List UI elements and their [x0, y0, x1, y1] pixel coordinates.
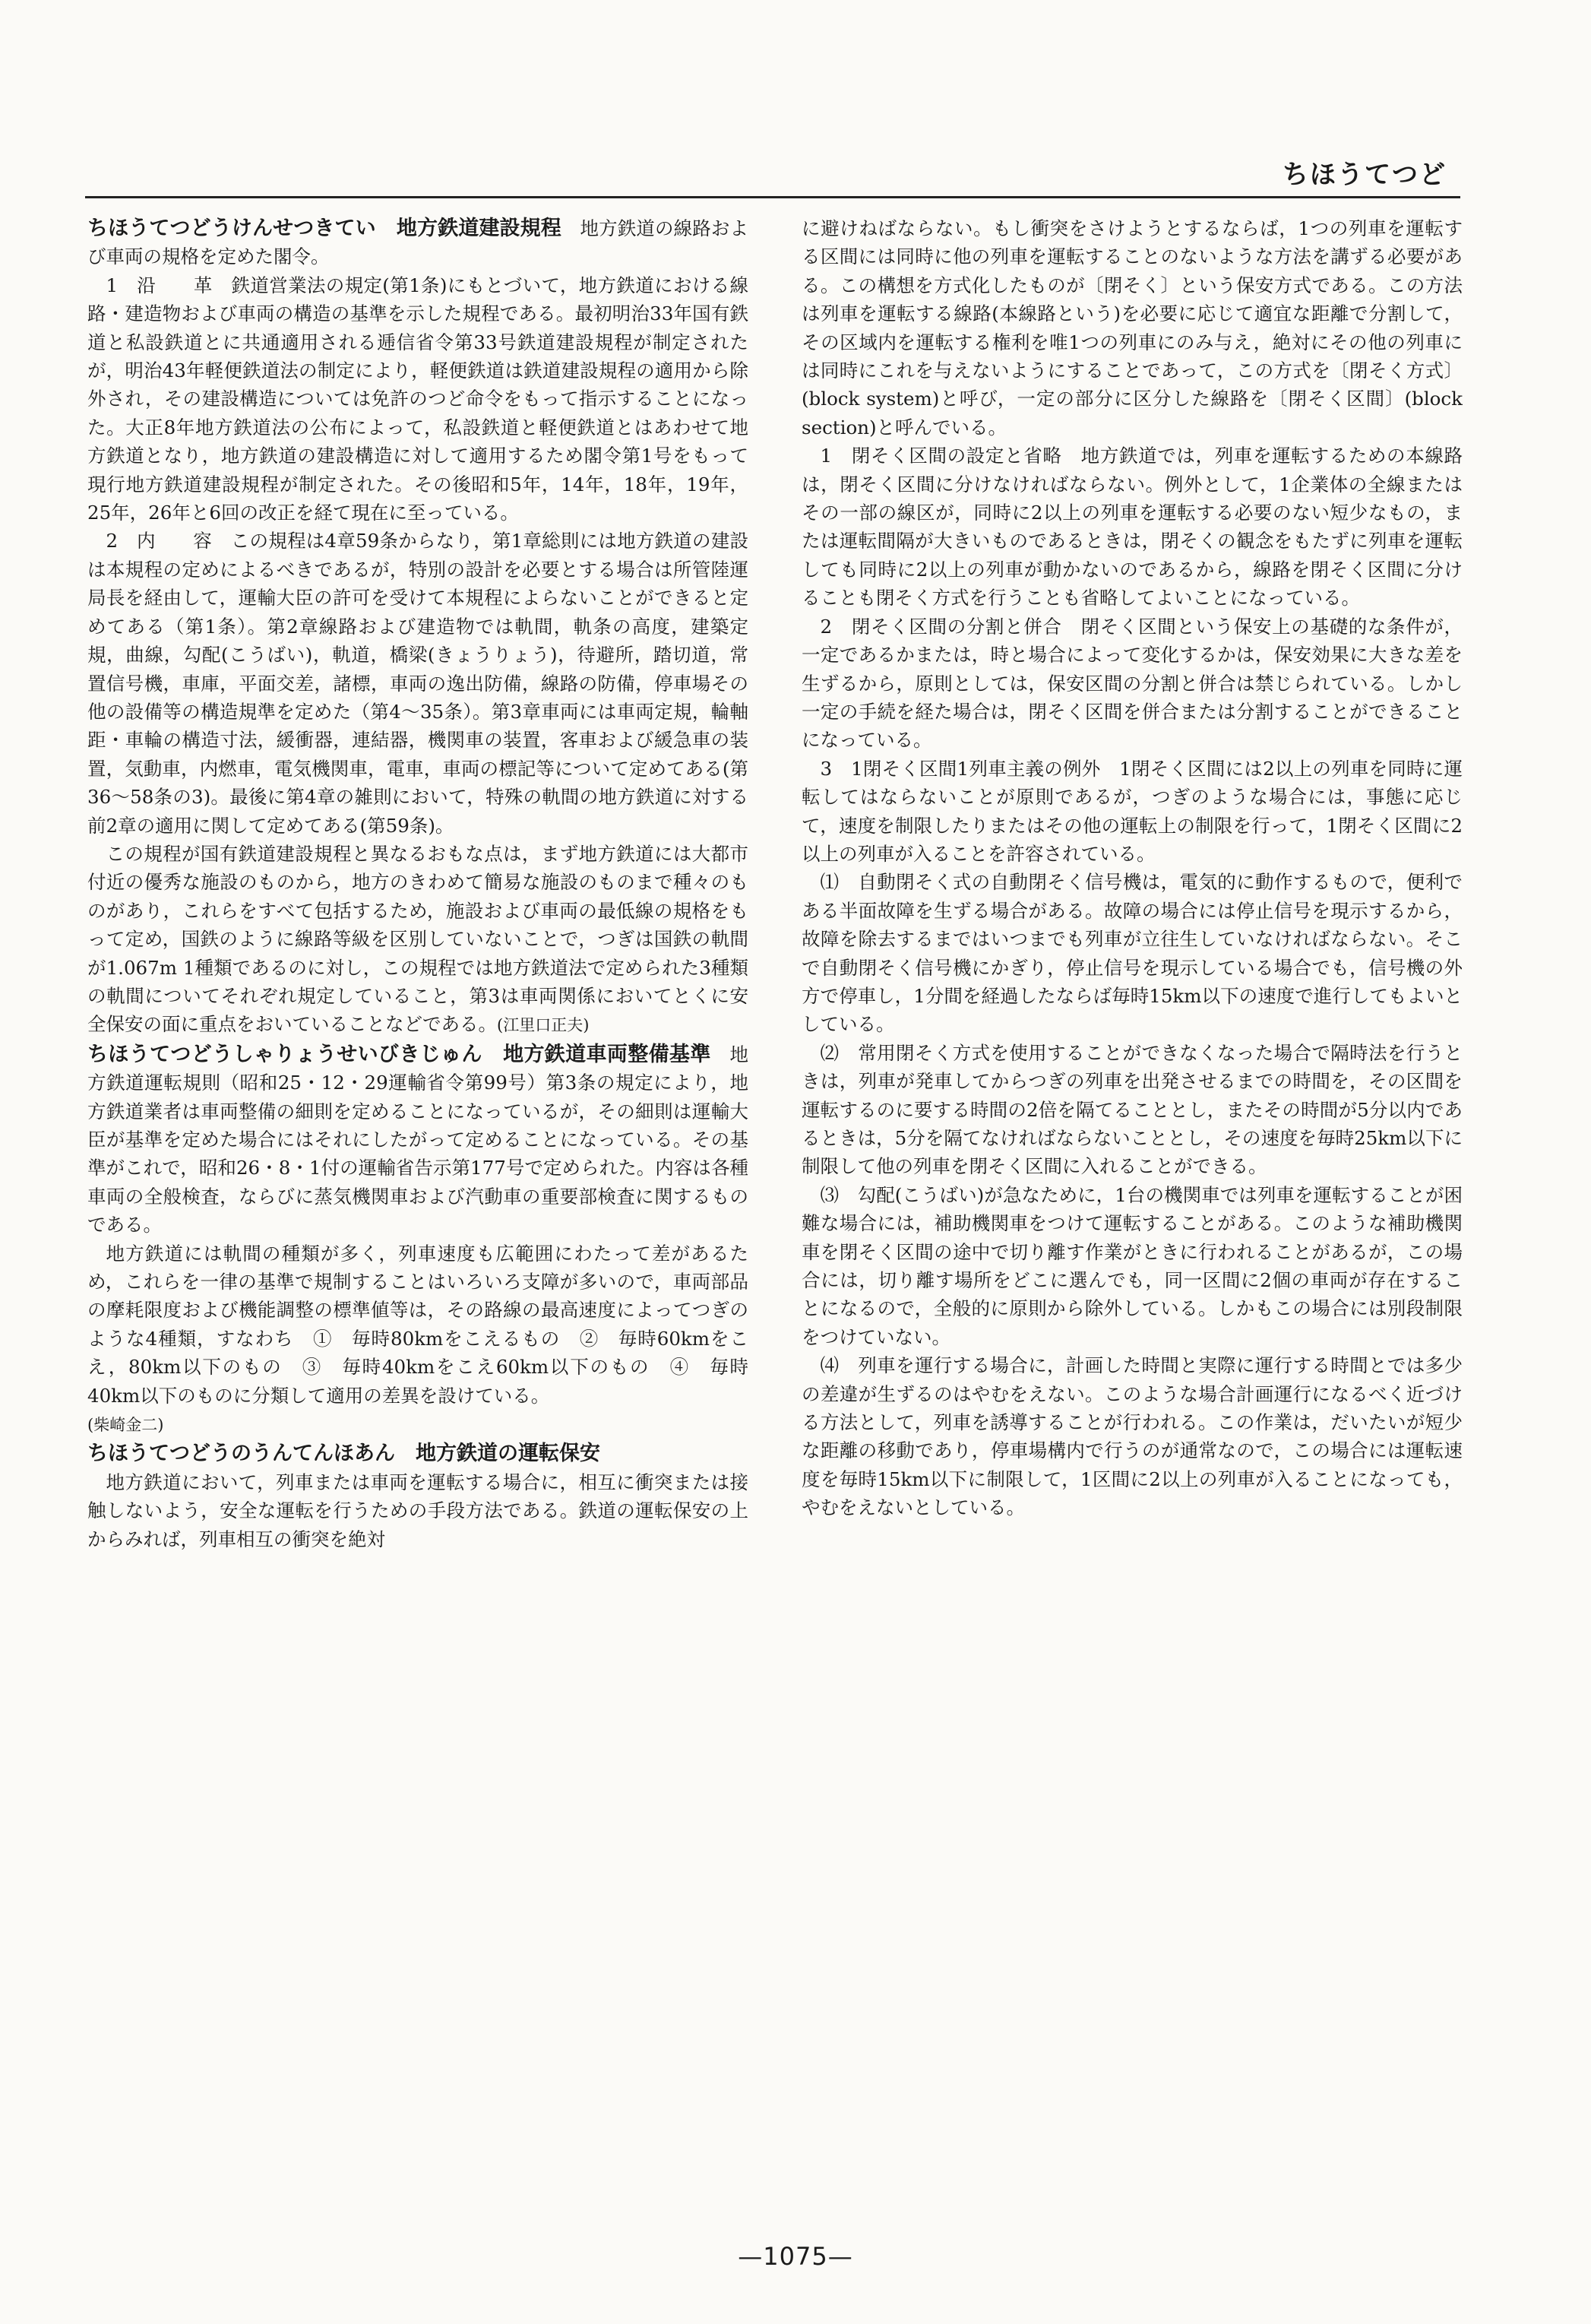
entry-definition: 地方鉄道運転規則（昭和25・12・29運輸省令第99号）第3条の規定により，地方鉄道業者は車両整備の細則を定めることになっているが，その細則は運輸大臣が基準を定めた場合にはそれにしたがって定めることになっている。その基準がこれで，昭和26・8・1付の運輸省告示第177号で定められた。内容は各種車両の全般検査，ならびに蒸気機関車および汽動車の重要部検査に関するものである。: [87, 1043, 748, 1236]
entry-chiho-tetsudo-no-unten-hoan: [87, 1439, 748, 1468]
paragraph: 3 1閉そく区間1列車主義の例外 1閉そく区間には2以上の列車を同時に運転してはならないことが原則であるが，つぎのような場合には，事態に応じて，速度を制限したりまたはその他の運転上の制限を行って，1閉そく区間に2以上の列車が入ることを許容されている。: [802, 757, 1463, 865]
paragraph: 2 内 容 この規程は4章59条からなり，第1章総則には地方鉄道の建設は本規程の定めによるべきであるが，特別の設計を必要とする場合は所管陸運局長を経由して，運輸大臣の許可を受けて本規程によらないことができると定めてある（第1条）。第2章線路および建造物では軌間，軌条の高度，建築定規，曲線，勾配(こうばい)，軌道，橋梁(きょうりょう)，待避所，踏切道，常置信号機，車庫，平面交差，諸標，車両の逸出防備，線路の防備，停車場その他の設備等の構造規準を定めた（第4～35条）。第3章車両には車両定規，輪軸距・車輪の構造寸法，緩衝器，連結器，機関車の装置，客車および緩急車の装置，気動車，内燃車，電気機関車，電車，車両の標記等について定めてある(第36～58条の3)。最後に第4章の雑則において，特殊の軌間の地方鉄道に対する前2章の適用に関して定めてある(第59条)。: [87, 530, 748, 837]
entry-headword: ちほうてつどうしゃりょうせいびきじゅん 地方鉄道車両整備基準: [87, 1042, 711, 1066]
entry-headword: ちほうてつどうのうんてんほあん 地方鉄道の運転保安: [87, 1442, 600, 1466]
paragraph: 1 閉そく区間の設定と省略 地方鉄道では，列車を運転するための本線路は，閉そく区間に分けなければならない。例外として，1企業体の全線またはその一部の線区が，同時に2以上の列車を運転する必要のない短少なもの，または運転間隔が大きいものであるときは，閉そくの観念をもたずに列車を運転しても同時に2以上の列車が動かないのであるから，線路を閉そく区間に分けることも閉そく方式を行うことも省略してよいことになっている。: [802, 445, 1463, 609]
left-column: [87, 214, 748, 2205]
paragraph: 2 閉そく区間の分割と併合 閉そく区間という保安上の基礎的な条件が，一定であるかまたは，時と場合によって変化するかは，保安効果に大きな差を生ずるから，原則としては，保安区間の分割と併合は禁じられている。しかし一定の手続を経た場合は，閉そく区間を併合または分割することができることになっている。: [802, 615, 1463, 752]
author-signature: (柴崎金二): [87, 1416, 164, 1435]
entry-chiho-tetsudo-kensetsu-kitei: [87, 214, 748, 271]
paragraph: ⑵ 常用閉そく方式を使用することができなくなった場合で隔時法を行うときは，列車が発車してからつぎの列車を出発させるまでの時間を，その区間を運転するのに要する時間の2倍を隔てることとし，またその時間が5分以内であるときは，5分を隔てなければならないこととし，その速度を毎時25km以下に制限して他の列車を閉そく区間に入れることができる。: [802, 1041, 1463, 1178]
author-signature-line: [87, 1410, 748, 1439]
paragraph: ⑴ 自動閉そく式の自動閉そく信号機は，電気的に動作するもので，便利である半面故障を生ずる場合がある。故障の場合には停止信号を現示するから，故障を除去するまではいつまでも列車が立往生していなければならない。そこで自動閉そく信号機にかぎり，停止信号を現示している場合でも，信号機の外方で停車し，1分間を経過したならば毎時15km以下の速度で進行してもよいとしている。: [802, 871, 1463, 1036]
paragraph: ⑶ 勾配(こうばい)が急なために，1台の機関車では列車を運転することが困難な場合には，補助機関車をつけて運転することがある。このような補助機関車を閉そく区間の途中で切り離す作業がときに行われることがあるが，この場合には，切り離す場所をどこに選んでも，同一区間に2個の車両が存在することになるので，全般的に原則から除外している。しかもこの場合には別段制限をつけていない。: [802, 1183, 1463, 1348]
paragraph: ⑷ 列車を運行する場合に，計画した時間と実際に運行する時間とでは多少の差違が生ずるのはやむをえない。このような場合計画運行になるべく近づける方法として，列車を誘導することが行われる。この作業は，だいたいが短少な距離の移動であり，停車場構内で行うのが通常なので，この場合には運転速度を毎時15km以下に制限して，1区間に2以上の列車が入ることになっても，やむをえないとしている。: [802, 1354, 1463, 1519]
paragraph: 地方鉄道には軌間の種類が多く，列車速度も広範囲にわたって差があるため，これらを一律の基準で規制することはいろいろ支障が多いので，車両部品の摩耗限度および機能調整の標準値等は，その路線の最高速度によってつぎのような4種類，すなわち ① 毎時80kmをこえるもの ② 毎時60kmをこえ，80km以下のもの ③ 毎時40kmをこえ60km以下のもの ④ 毎時40km以下のものに分類して適用の差異を設けている。: [87, 1242, 748, 1407]
entry-chiho-tetsudo-sharyo-seibi-kijun: [87, 1040, 748, 1240]
paragraph-text: この規程が国有鉄道建設規程と異なるおもな点は，まず地方鉄道には大都市付近の優秀な施設のものから，地方のきわめて簡易な施設のものまで種々のものがあり，これらをすべて包括するため，施設および車両の最低線の規格をもって定め，国鉄のように線路等級を区別していないことで，つぎは国鉄の軌間が1.067m 1種類であるのに対し，この規程では地方鉄道法で定められた3種類の軌間についてそれぞれ規定していること，第3は車両関係においてとくに安全保安の面に重点をおいていることなどである。: [87, 842, 748, 1036]
paragraph: 1 沿 革 鉄道営業法の規定(第1条)にもとづいて，地方鉄道における線路・建造物および車両の構造の基準を示した規程である。最初明治33年国有鉄道と私設鉄道とに共通適用される逓信省令第33号鉄道建設規程が制定されたが，明治43年軽便鉄道法の制定により，軽便鉄道は鉄道建設規程の適用から除外され，その建設構造については免許のつど命令をもって指示することになった。大正8年地方鉄道法の公布によって，私設鉄道と軽便鉄道とはあわせて地方鉄道となり，地方鉄道の建設構造に対して適用するため閣令第1号をもって現行地方鉄道建設規程が制定された。その後昭和5年，14年，18年，19年，25年，26年と6回の改正を経て現在に至っている。: [87, 274, 748, 524]
paragraph: [87, 840, 748, 1040]
paragraph-continued: に避けねばならない。もし衝突をさけようとするならば，1つの列車を運転する区間には同時に他の列車を運転することのないような方法を講ずる必要がある。この構想を方式化したものが〔閉そく〕という保安方式である。この方法は列車を運転する線路(本線路という)を必要に応じて適宜な距離で分割して，その区域内を運転する権利を唯1つの列車にのみ与え，絶対にその他の列車には同時にこれを与えないようにすることであって，この方式を〔閉そく方式〕(block system)と呼び，一定の部分に区分した線路を〔閉そく区間〕(block section)と呼んでいる。: [802, 217, 1463, 439]
header-rule: [85, 196, 1460, 198]
paragraph: 地方鉄道において，列車または車両を運転する場合に，相互に衝突または接触しないよう，安全な運転を行うための手段方法である。鉄道の運転保安の上からみれば，列車相互の衝突を絶対: [87, 1471, 748, 1550]
page-number: —1075—: [738, 2242, 853, 2271]
right-column: [802, 214, 1463, 2205]
entry-definition: 地方鉄道の線路および車両の規格を定めた閣令。: [87, 217, 748, 268]
entry-headword: ちほうてつどうけんせつきてい 地方鉄道建設規程: [87, 217, 561, 240]
author-signature: (江里口正夫): [497, 1016, 590, 1035]
running-head: ちほうてつど: [1283, 160, 1447, 190]
